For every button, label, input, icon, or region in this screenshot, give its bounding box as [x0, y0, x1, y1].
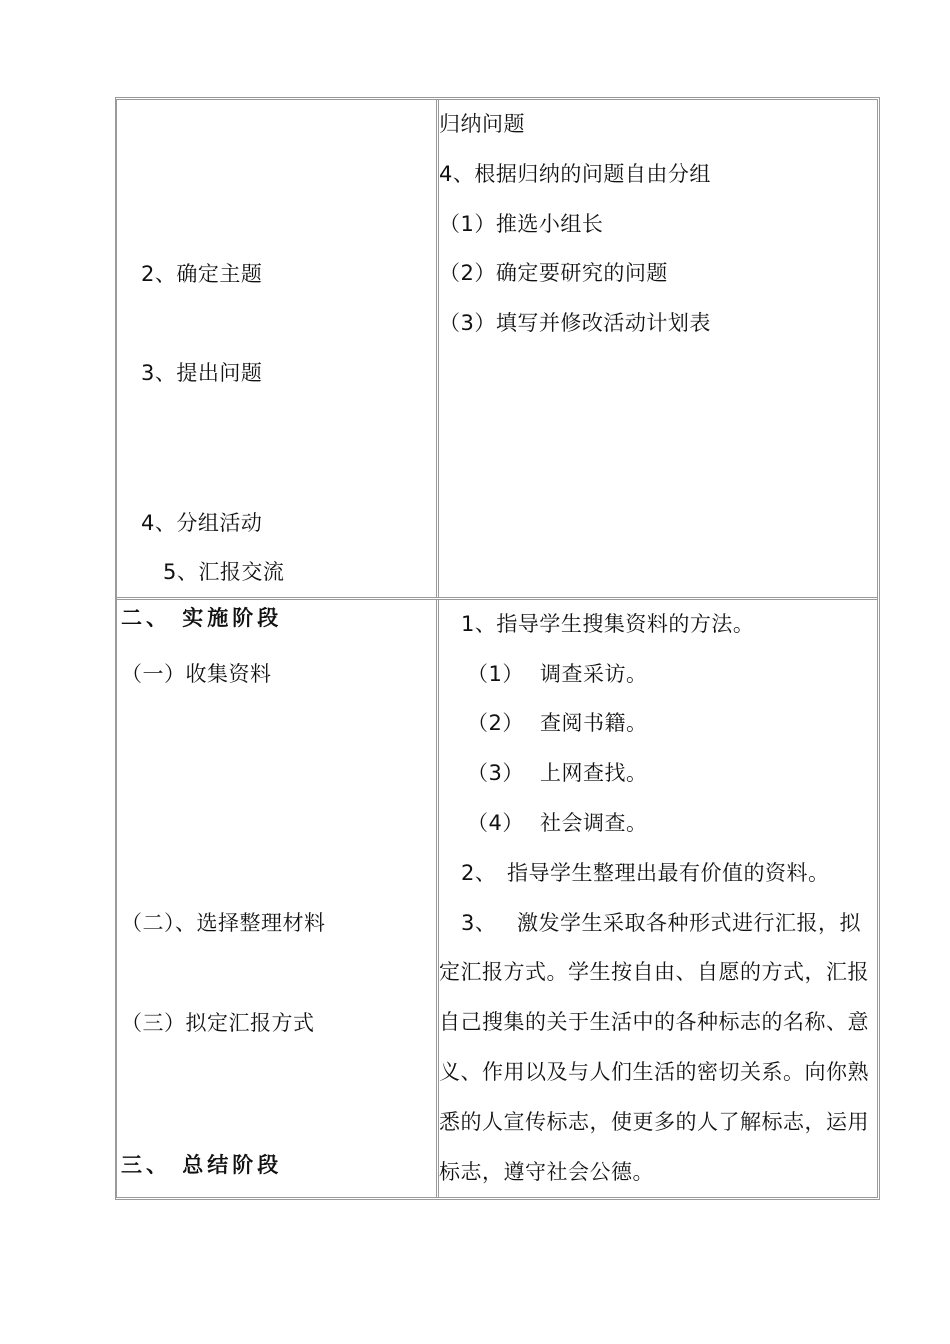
- guide-report-lead: 激发学生采取各种形式进行汇报，拟: [517, 911, 861, 935]
- item-collect-materials: （一）收集资料: [121, 662, 272, 686]
- step-report-exchange: 5、汇报交流: [163, 560, 285, 584]
- paragraph-number: 2、: [461, 861, 497, 885]
- guide-report-body: 定汇报方式。学生按自由、自愿的方式，汇报自己搜集的关于生活中的各种标志的名称、意义、作用以及与人们生活的密切关系。向你熟悉的人宣传标志，使更多的人了解标志，运用标志，遵守社会公德。: [439, 960, 869, 1184]
- step-raise-questions: 3、提出问题: [141, 361, 263, 385]
- step-group-activity: 4、分组活动: [141, 511, 263, 535]
- heading-summary-stage: 三、 总结阶段: [121, 1152, 283, 1177]
- grouping-step: 4、根据归纳的问题自由分组: [439, 162, 711, 186]
- method-search-online: 上网查找。: [540, 761, 648, 785]
- sub-number: （4）: [467, 811, 524, 835]
- sub-number: （2）: [467, 711, 524, 735]
- guide-collect-methods: 1、指导学生搜集资料的方法。: [461, 612, 755, 636]
- method-social-survey: 社会调查。: [540, 811, 648, 835]
- guide-organize-materials: 指导学生整理出最有价值的资料。: [507, 861, 830, 885]
- sub-item-plan-form: （3）填写并修改活动计划表: [439, 311, 711, 335]
- step-confirm-theme: 2、确定主题: [141, 262, 263, 286]
- table-row: [117, 100, 877, 600]
- sub-item-select-leader: （1）推选小组长: [439, 212, 604, 236]
- heading-implementation-stage: 二、 实施阶段: [121, 605, 283, 630]
- paragraph-number: 3、: [461, 911, 497, 935]
- table-row: [117, 600, 877, 1197]
- method-read-books: 查阅书籍。: [540, 711, 648, 735]
- sub-number: （3）: [467, 761, 524, 785]
- item-report-method: （三）拟定汇报方式: [121, 1011, 315, 1035]
- method-interview: 调查采访。: [540, 662, 648, 686]
- item-organize-materials: （二）、选择整理材料: [121, 911, 326, 935]
- sub-number: （1）: [467, 662, 524, 686]
- plan-table: [115, 97, 880, 1200]
- summarize-questions: 归纳问题: [439, 112, 525, 136]
- sub-item-research-question: （2）确定要研究的问题: [439, 261, 668, 285]
